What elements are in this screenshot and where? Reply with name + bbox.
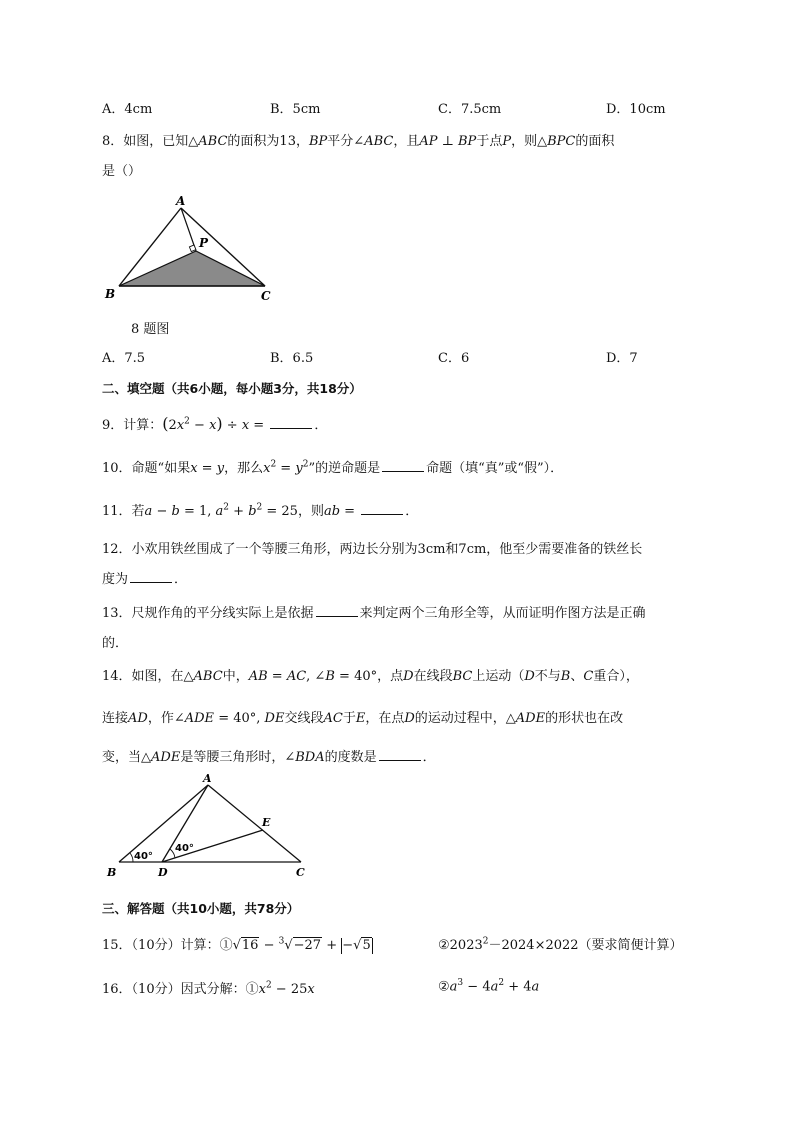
q14-line2: 连接AD，作∠ADE = 40°, DE交线段AC于E，在点D的运动过程中，△ADE的形状也在改 xyxy=(102,711,624,726)
q8-label-p: P xyxy=(199,236,209,250)
q8-label-c: C xyxy=(261,289,271,303)
q8-label-b: B xyxy=(105,287,116,301)
q7-option-c: C．7.5cm xyxy=(438,102,502,117)
q14-angle-b-label: 40° xyxy=(134,851,153,862)
q9: 9．计算：$(2x^2 - x) \div x$ = ． xyxy=(102,414,328,433)
q7-option-b: B．5cm xyxy=(270,102,321,117)
q8-label-a: A xyxy=(176,194,186,208)
q14-label-d: D xyxy=(158,866,168,879)
q8-option-c: C．6 xyxy=(438,351,470,366)
q8-option-d: D．7 xyxy=(606,351,638,366)
triangle-bpc-shaded xyxy=(119,251,265,286)
q8-stem-line2: 是（） xyxy=(102,164,142,179)
q8-option-b: B．6.5 xyxy=(270,351,314,366)
q12-answer-blank[interactable] xyxy=(130,570,172,583)
q16-part2: $②a^3 - 4a^2 + 4a$ xyxy=(438,978,540,995)
q8-caption: 8 题图 xyxy=(131,322,170,337)
q11-answer-blank[interactable] xyxy=(361,502,403,515)
q14-label-b: B xyxy=(107,866,117,879)
q14-figure xyxy=(102,772,307,880)
q13-line1: 13．尺规作角的平分线实际上是依据 来判定两个三角形全等，从而证明作图方法是正确 xyxy=(102,606,646,621)
q14-line3: 变，当△ADE是等腰三角形时，∠BDA的度数是 ． xyxy=(102,750,436,765)
q8-option-a: A．7.5 xyxy=(102,351,146,366)
q9-answer-blank[interactable] xyxy=(270,416,312,429)
q15-part2: $②2023^2-2024\times 2022$（要求简便计算） xyxy=(438,936,683,953)
q13-answer-blank[interactable] xyxy=(316,604,358,617)
section2-heading: 二、填空题（共6小题，每小题3分，共18分） xyxy=(102,381,362,396)
q10: 10．命题“如果x = y，那么$x^2 = y^2$”的逆命题是 命题（填“真”或“假”）． xyxy=(102,459,564,476)
q13-line2: 的． xyxy=(102,636,129,651)
q7-option-d: D．10cm xyxy=(606,102,666,117)
q12-line2: 度为 ． xyxy=(102,572,188,587)
q14-line1: 14．如图，在△ABC中，AB = AC, ∠B = 40°，点D在线段BC上运动（D不与B、C重合）， xyxy=(102,669,639,684)
q14-label-a: A xyxy=(203,772,212,785)
q10-answer-blank[interactable] xyxy=(382,459,424,472)
q14-answer-blank[interactable] xyxy=(379,748,421,761)
q8-figure xyxy=(102,194,282,306)
q14-angle-d-label: 40° xyxy=(175,843,194,854)
q8-stem-line1: 8．如图，已知△ABC的面积为13，BP平分∠ABC，且AP ⊥ BP于点P，则△BPC的面积 xyxy=(102,134,615,149)
q7-option-a: A．4cm xyxy=(102,102,153,117)
q12-line1: 12．小欢用铁丝围成了一个等腰三角形，两边长分别为3cm和7cm，他至少需要准备的铁丝长 xyxy=(102,542,643,557)
q14-label-c: C xyxy=(296,866,305,879)
q15-part1: 15．（10分）计算：①√16 − $^3$√−27 + −√5 xyxy=(102,936,371,953)
q16-part1: 16．（10分）因式分解：$①x^2 - 25x$ xyxy=(102,980,315,997)
q11: 11．若a − b = 1, $a^2 + b^2 = 25$，则ab = ． xyxy=(102,502,419,519)
section3-heading: 三、解答题（共10小题，共78分） xyxy=(102,901,300,916)
q14-label-e: E xyxy=(262,816,271,829)
